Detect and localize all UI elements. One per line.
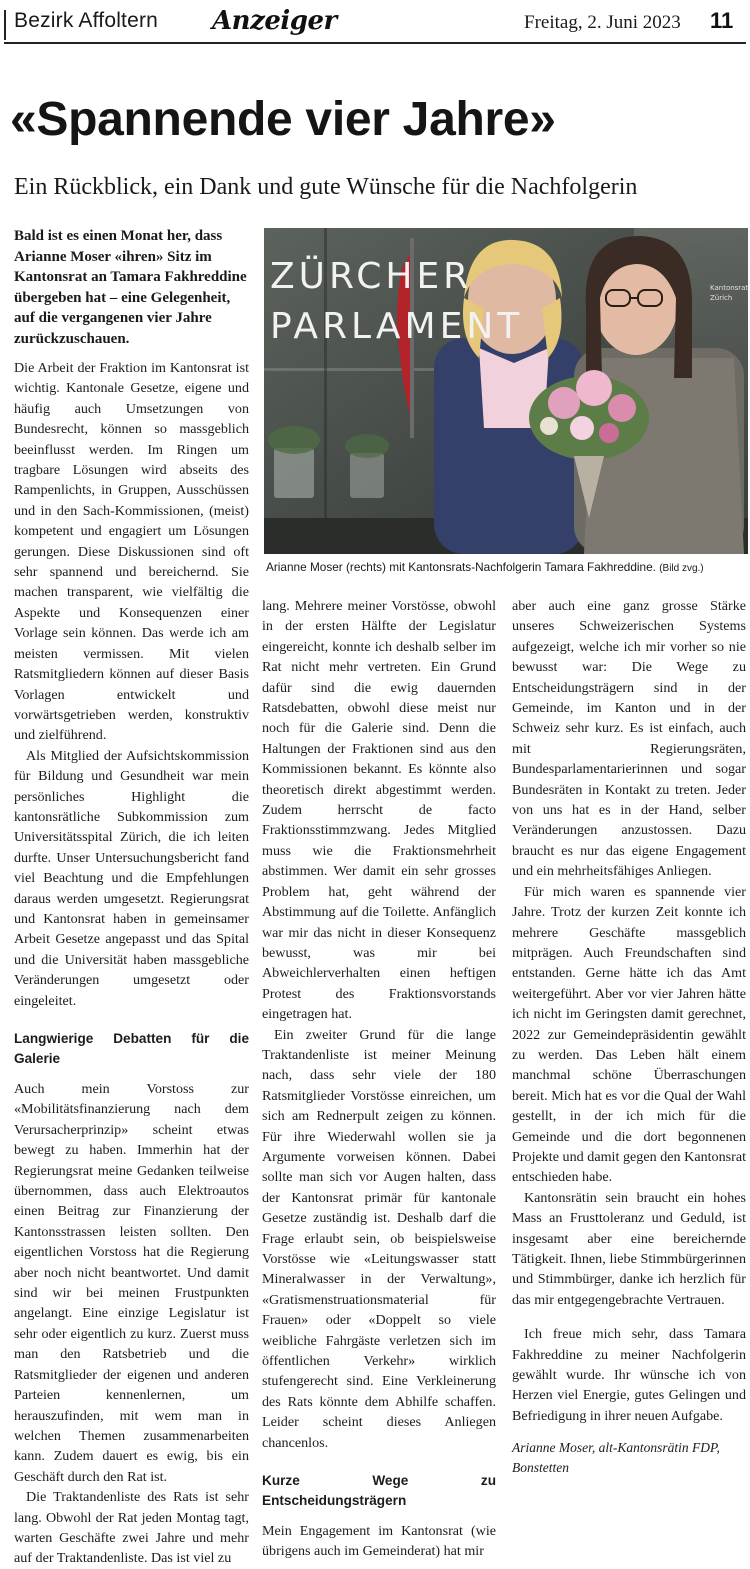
small-sign-text: Kantonsrat [710,284,749,292]
paragraph: Kantonsrätin sein braucht ein hohes Mass an Frusttoleranz und Geduld, ist insgesamt aber eine bereichernde Tätigkeit. Ihnen, liebe Stimmbürgerinnen und Stimmbürger, danke ich herzlich für das mir entgegengebrachte Vertrauen. [512,1189,746,1308]
paragraph: Ein zweiter Grund für die lange Traktandenliste ist meiner Meinung nach, dass sehr viele der 180 Ratsmitglieder Vorstösse einreichen, um sich am Rednerpult zeigen zu können. Für ihre Wiederwahl wollen sie ja Argumente vorweisen können. Dabei sollte man sich vor Augen halten, dass der Kantonsrat primär für kantonale Gesetze zuständig ist. Deshalb darf die Frage erlaubt sein, ob beispielsweise Vorstösse wie «Leitungswasser statt Mineralwasser in der Verwaltung», «Gratismenstruationsmaterial für Frauen» oder «Doppelt so viele weibliche Fahrgäste verletzen sich im öffentlichen Verkehr» wirklich stufengerecht sind. Eine Verkleinerung des Rats könnte dem Abhilfe schaffen. Leider scheint dieses Anliegen chancenlos. [262,1026,496,1451]
wall-text-1: ZÜRCHER [270,256,473,297]
article-headline: «Spannende vier Jahre» [10,93,556,146]
signature-line: Arianne Moser, alt-Kantonsrätin FDP, [512,1440,720,1456]
author-signature [512,1438,746,1478]
wall-text-2: PARLAMENT [270,306,524,347]
photo-caption [266,560,746,574]
paragraph: aber auch eine ganz grosse Stärke unseres Schweizerischen Systems aufgezeigt, welche ich mir vorher so nie bewusst war: Die Wege zu Entscheidungsträgern sind in der Gemeinde, im Kanton und in der Schweiz sehr kurz. Es ist einfach, auch mit Regierungsräten, Bundesparlamentarierinnen und sogar Bundesräten in Kontakt zu treten. Jeder von uns hat es in der Hand, selber Veränderungen anzustossen. Dazu braucht es nur das eigene Engagement und ein mehrheitsfähiges Anliegen. [512,598,746,880]
page-number: 11 [710,8,734,33]
signature-line: Bonstetten [512,1460,569,1476]
page-header [0,0,750,44]
paragraph: Die Traktandenliste des Rats ist sehr lang. Obwohl der Rat jeden Montag tagt, warten Geschäfte zwei Jahre und mehr auf der Traktandenliste. Das ist viel zu [14,1489,249,1567]
caption-text: Arianne Moser (rechts) mit Kantonsrats-Nachfolgerin Tamara Fakhreddine. [266,560,656,574]
paragraph: Mein Engagement im Kantonsrat (wie übrigens auch im Gemeinderat) hat mir [262,1523,496,1560]
article-column-3 [512,596,746,1478]
paragraph: Die Arbeit der Fraktion im Kantonsrat ist wichtig. Kantonale Gesetze, eigene und häufig auch Umsetzungen von Bundesrecht, können so massgeblich beeinflusst werden. Im Ringen um tragbare Lösungen wird abseits des Rampenlichts, in Gruppen, Ausschüssen und in den Sach-Kommissionen, (meist) kompetent und engagiert um Lösungen gerungen. Diese Diskussionen sind oft sehr spannend und bereichernd. Sie machen transparent, wie vielfältig die Aspekte und Konsequenzen einer Vorlage sein können. Das werde ich am meisten vermissen. Mit vielen Ratsmitgliedern können auf dieser Basis Vorlagen entwickelt und vorwärtsgetrieben werden, konstruktiv und zielführend. [14,360,249,744]
section-title: Bezirk Affoltern [14,9,159,32]
newspaper-logo: Anzeiger [212,6,337,36]
paragraph: lang. Mehrere meiner Vorstösse, obwohl in der ersten Hälfte der Legislatur eingereicht, konnte ich deshalb selber im Rat nicht mehr vertreten. Ein Grund dafür sind die ewig dauernden Ratsdebatten, obwohl diese meist nur noch für die Galerie sind. Denn die Haltungen der Fraktionen sind aus den Kommissionen bekannt. Es könnte also theoretisch direkt abgestimmt werden. Zudem herrscht de facto Fraktionsstimmzwang. Jedes Mitglied muss wie die Fraktionsmehrheit abstimmen. Wer damit ein sehr grosses Problem hat, geht während der Abstimmung auf die Toilette. Anfänglich war mir das nicht in dieser Konsequenz bewusst, was mir bei Abweichlerverhalten einen heftigen Protest des Fraktionsvorstands eingetragen hat. [262,598,496,1023]
header-divider [4,42,746,44]
paragraph: Ich freue mich sehr, dass Tamara Fakhreddine zu meiner Nachfolgerin gewählt wurde. Ihr wünsche ich von Herzen viel Energie, gutes Gelingen und Befriedigung in ihrer neuen Aufgabe. [512,1326,746,1424]
article-lead: Bald ist es einen Monat her, dass Arianne Moser «ihren» Sitz im Kantonsrat an Tamara Fakhreddine übergeben hat – eine Gelegenheit, auf die vergangenen vier Jahre zurückzuschauen. [14,228,247,347]
header-left-rule [4,10,6,40]
plant-pot-left [274,448,314,498]
article-column-2 [262,596,496,1562]
photo-credit: (Bild zvg.) [659,563,704,574]
paragraph: Auch mein Vorstoss zur «Mobilitätsfinanzierung nach dem Verursacherprinzip» scheint etwas bewegt zu haben. Immerhin hat der Regierungsrat meine Gedanken teilweise übernommen, dass auch Elektroautos einen Beitrag zur Finanzierung der Kantonsstrassen leisten sollten. Den eigentlichen Vorstoss hat die Regierung aber noch nicht beantwortet. Und damit sind wir bei meinen Frustpunkten angelangt. Eine einzige Legislatur ist sehr oder eigentlich zu kurz. Zuerst muss man den Ratsbetrieb und die Ratsmitglieder der eigenen und anderen Parteien kennenlernen, um herauszufinden, mit wem man in welchen Themen zusammenarbeiten kann. Zudem dauert es ewig, bis ein Geschäft durch den Rat ist. [14,1081,249,1485]
svg-text:Zürich: Zürich [710,294,733,302]
photo-illustration [264,228,748,554]
article-photo [264,228,748,554]
section-heading: Langwierige Debatten für die Galerie [14,1031,249,1066]
issue-date: Freitag, 2. Juni 2023 [524,12,681,33]
section-heading: Kurze Wege zu Entscheidungsträgern [262,1473,496,1509]
article-column-1 [14,358,249,1569]
paragraph: Als Mitglied der Aufsichtskommission für Bildung und Gesundheit war mein persönliches Highlight die kantonsrätliche Subkommission zum Universitätsspital Zürich, die ich leiten durfte. Unser Untersuchungsbericht fand viel Beachtung und die Empfehlungen daraus werden umgesetzt. Regierungsrat und Kantonsrat haben in gemeinsamer Arbeit Gesetze angepasst und das Spital und die Universität haben massgebliche Veränderungen umgesetzt oder eingeleitet. [14,747,249,1009]
paragraph: Für mich waren es spannende vier Jahre. Trotz der kurzen Zeit konnte ich mehrere Geschäfte massgeblich mitprägen. Auch Freundschaften sind entstanden. Gerne hätte ich das Amt weitergeführt. Aber vor vier Jahren hätte ich nicht im Geringsten damit gerechnet, 2022 zur Gemeindepräsidentin gewählt zu werden. Das Leben hält einem manchmal schöne Überraschungen bereit. Mich hat es vor die Qual der Wahl gestellt, in der ich mich für die Gemeinde und die dort begonnenen Projekte und damit gegen den Kantonsrat entschieden habe. [512,883,746,1186]
article-subheadline: Ein Rückblick, ein Dank und gute Wünsche für die Nachfolgerin [14,174,638,200]
